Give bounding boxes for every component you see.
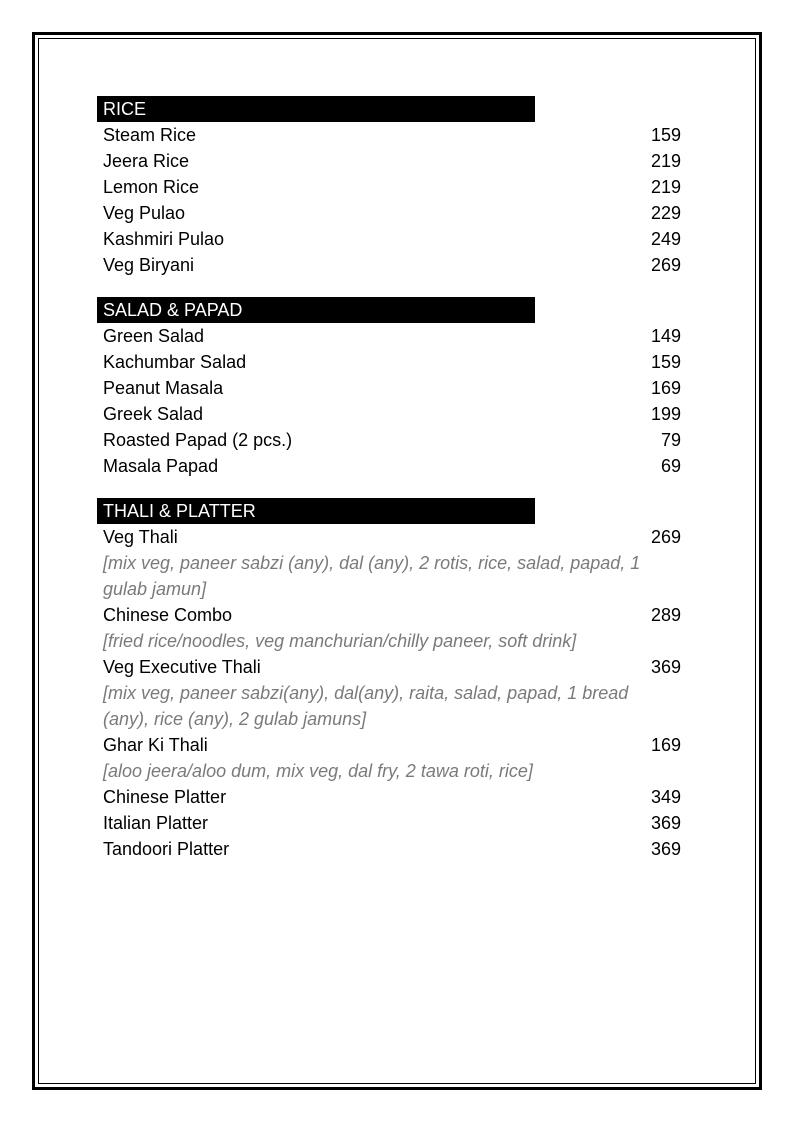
item-price: 369	[650, 839, 681, 859]
item-price: 289	[650, 605, 681, 625]
menu-item	[97, 401, 681, 427]
item-price: 249	[650, 229, 681, 249]
item-name: Ghar Ki Thali	[103, 735, 208, 755]
item-name: Greek Salad	[103, 404, 204, 424]
menu-item	[97, 836, 681, 862]
menu-item	[97, 732, 681, 758]
section-rice	[97, 96, 681, 278]
item-name: Green Salad	[103, 326, 205, 346]
item-description: [fried rice/noodles, veg manchurian/chilly paneer, soft drink]	[103, 631, 577, 651]
menu-item	[97, 226, 681, 252]
item-name: Veg Pulao	[103, 203, 186, 223]
item-name: Jeera Rice	[103, 151, 190, 171]
item-price: 159	[650, 125, 681, 145]
item-price: 369	[650, 813, 681, 833]
section-header: THALI & PLATTER	[97, 498, 535, 524]
item-name: Lemon Rice	[103, 177, 200, 197]
item-price: 169	[650, 735, 681, 755]
item-name: Steam Rice	[103, 125, 197, 145]
item-price: 159	[650, 352, 681, 372]
menu-item	[97, 122, 681, 148]
menu-item	[97, 654, 681, 680]
item-name: Roasted Papad (2 pcs.)	[103, 430, 293, 450]
section-thali-platter	[97, 498, 681, 862]
item-price: 199	[650, 404, 681, 424]
menu-item	[97, 602, 681, 628]
menu-item	[97, 174, 681, 200]
item-price: 169	[650, 378, 681, 398]
section-header: SALAD & PAPAD	[97, 297, 535, 323]
item-price: 269	[650, 255, 681, 275]
item-name: Kachumbar Salad	[103, 352, 247, 372]
menu-item	[97, 810, 681, 836]
menu	[97, 96, 681, 881]
menu-item	[97, 427, 681, 453]
menu-item	[97, 200, 681, 226]
item-description: [mix veg, paneer sabzi (any), dal (any), 2 rotis, rice, salad, papad, 1 gulab jamun]	[103, 553, 641, 599]
section-salad-papad	[97, 297, 681, 479]
item-name: Tandoori Platter	[103, 839, 230, 859]
menu-item	[97, 148, 681, 174]
item-name: Veg Executive Thali	[103, 657, 261, 677]
item-name: Masala Papad	[103, 456, 219, 476]
item-price: 69	[660, 456, 681, 476]
item-name: Chinese Combo	[103, 605, 233, 625]
item-description: [mix veg, paneer sabzi(any), dal(any), raita, salad, papad, 1 bread (any), rice (any), 2 gulab jamuns]	[103, 683, 629, 729]
item-price: 219	[650, 177, 681, 197]
item-price: 149	[650, 326, 681, 346]
item-price: 79	[660, 430, 681, 450]
item-name: Veg Biryani	[103, 255, 195, 275]
menu-item	[97, 784, 681, 810]
item-price: 229	[650, 203, 681, 223]
item-name: Peanut Masala	[103, 378, 224, 398]
menu-item	[97, 375, 681, 401]
item-price: 269	[650, 527, 681, 547]
item-name: Chinese Platter	[103, 787, 227, 807]
menu-item	[97, 524, 681, 550]
item-name: Veg Thali	[103, 527, 178, 547]
item-price: 349	[650, 787, 681, 807]
menu-item	[97, 349, 681, 375]
menu-item	[97, 252, 681, 278]
item-name: Italian Platter	[103, 813, 209, 833]
section-header: RICE	[97, 96, 535, 122]
item-price: 219	[650, 151, 681, 171]
item-name: Kashmiri Pulao	[103, 229, 225, 249]
menu-item	[97, 453, 681, 479]
item-description: [aloo jeera/aloo dum, mix veg, dal fry, 2 tawa roti, rice]	[103, 761, 533, 781]
menu-item	[97, 323, 681, 349]
item-price: 369	[650, 657, 681, 677]
